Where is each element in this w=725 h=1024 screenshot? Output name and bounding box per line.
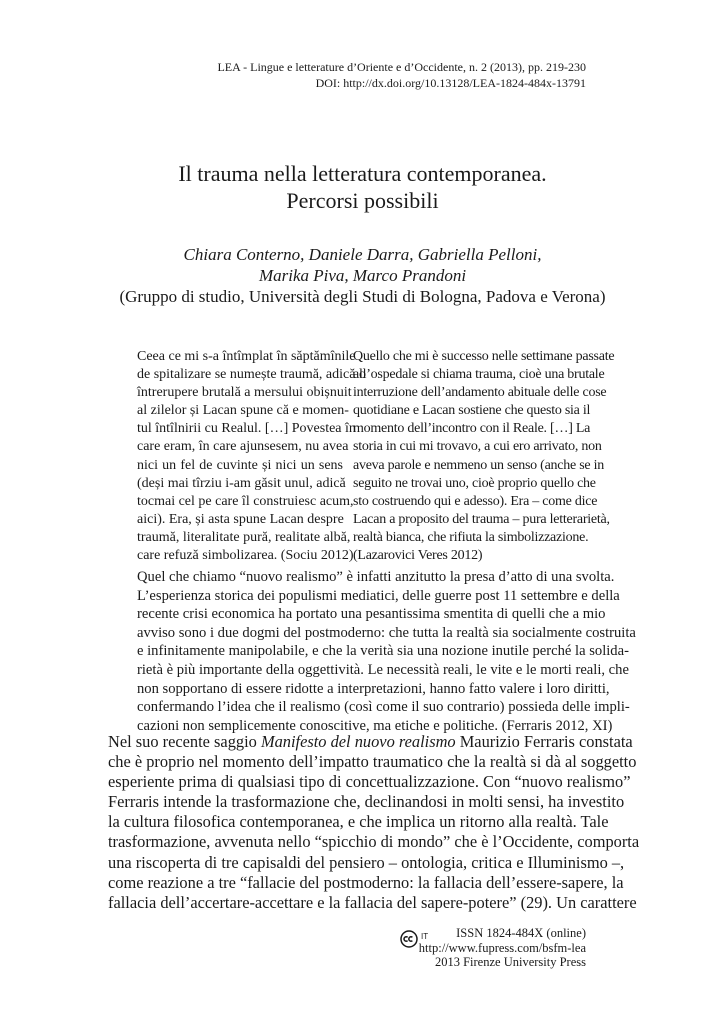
quote-line: confermando l’idea che il realismo (così come il suo contrario) possieda delle impli- xyxy=(137,699,630,716)
epigraph-line: realtà bianca, che rifiuta la simbolizzazione. xyxy=(353,529,589,545)
epigraph-line: Ceea ce mi s-a întîmplat în săptămînile xyxy=(137,349,356,364)
book-title: Manifesto del nuovo realismo xyxy=(260,732,456,751)
epigraph-line: care eram, în care ajunsesem, nu avea xyxy=(137,439,349,455)
epigraph-line: quotidiane e Lacan sostiene che questo sia il xyxy=(353,403,591,419)
issn: ISSN 1824-484X (online) xyxy=(456,926,586,940)
epigraph-line: (Lazarovici Veres 2012) xyxy=(353,548,483,564)
creative-commons-icon[interactable] xyxy=(400,930,418,948)
title-line-1: Il trauma nella letteratura contemporanea. xyxy=(178,161,547,186)
body-line: come reazione a tre “fallacie del postmoderno: la fallacia dell’essere-sapere, la xyxy=(108,872,624,892)
article-title xyxy=(0,160,725,214)
copyright: 2013 Firenze University Press xyxy=(434,955,586,969)
epigraph-line: nici un fel de cuvinte și nici un sens xyxy=(137,457,343,473)
body-line xyxy=(108,732,633,752)
body-line: la cultura filosofica contemporanea, e che implica un ritorno alla realtà. Tale xyxy=(108,812,609,832)
epigraph-line: interruzione dell’andamento abituale delle cose xyxy=(353,385,607,401)
journal-citation: LEA - Lingue e letterature d’Oriente e d’Occidente, n. 2 (2013), pp. 219-230 xyxy=(217,60,586,74)
epigraph-line: aici). Era, și asta spune Lacan despre xyxy=(137,511,344,527)
running-header xyxy=(217,59,586,91)
affiliation: (Gruppo di studio, Università degli Studi di Bologna, Padova e Verona) xyxy=(119,287,606,306)
quote-line: rietà è più importante della oggettività. Le necessità reali, le vite e le morti reali, che xyxy=(137,661,629,678)
author-block xyxy=(0,244,725,307)
epigraph-line: de spitalizare se numește traumă, adică o xyxy=(137,367,366,383)
authors-line-1: Chiara Conterno, Daniele Darra, Gabriella Pelloni, xyxy=(183,245,542,264)
body-text: Nel suo recente saggio xyxy=(108,732,261,751)
epigraph-line: (deși mai tîrziu i-am găsit unul, adică xyxy=(137,475,346,491)
doi-link[interactable]: DOI: http://dx.doi.org/10.13128/LEA-1824-484x-13791 xyxy=(315,76,586,90)
publisher-url[interactable]: http://www.fupress.com/bsfm-lea xyxy=(418,940,586,955)
epigraph-line: tul întîlnirii cu Realul. […] Povestea în xyxy=(137,421,356,437)
body-line: una riscoperta di tre capisaldi del pensiero – ontologia, critica e Illuminismo –, xyxy=(108,852,625,872)
epigraph-romanian xyxy=(137,348,366,565)
publisher-footer xyxy=(419,926,586,970)
body-line: esperiente prima di qualsiasi tipo di concettualizzazione. Con “nuovo realismo” xyxy=(108,772,631,792)
authors-line-2: Marika Piva, Marco Prandoni xyxy=(258,266,467,285)
quote-line: e infinitamente manipolabile, e che la verità sia una nozione inutile perché la solida- xyxy=(137,643,629,660)
quote-line: Quel che chiamo “nuovo realismo” è infatti anzitutto la presa d’atto di una svolta. xyxy=(137,569,615,585)
epigraph-italian xyxy=(353,348,615,565)
epigraph-line: momento dell’incontro con il Reale. […] La xyxy=(353,421,591,437)
epigraph-line: Quello che mi è successo nelle settimane passate xyxy=(353,349,615,364)
epigraph-line: care refuză simbolizarea. (Sociu 2012) xyxy=(137,548,354,564)
body-line: Ferraris intende la trasformazione che, declinandosi in molti sensi, ha investito xyxy=(108,792,625,812)
epigraph-line: Lacan a proposito del trauma – pura letterarietà, xyxy=(353,511,610,527)
quote-line: non sopportano di essere ridotte a interpretazioni, hanno fatto valere i loro diritti, xyxy=(137,680,610,697)
body-line: fallacia dell’accertare-accettare e la fallacia del sapere-potere” (29). Un carattere xyxy=(108,892,637,912)
body-line: che è proprio nel momento dell’impatto traumatico che la realtà si dà al soggetto xyxy=(108,752,637,772)
body-line: trasformazione, avvenuta nello “spicchio di mondo” che è l’Occidente, comporta xyxy=(108,832,640,852)
title-line-2: Percorsi possibili xyxy=(286,188,439,213)
quote-line: recente crisi economica ha portato una pesantissima smentita di quelli che a mio xyxy=(137,606,606,623)
epigraph-line: sto costruendo qui e adesso). Era – come dice xyxy=(353,493,598,509)
epigraph-line: aveva parole e nemmeno un senso (anche se in xyxy=(353,457,605,473)
quote-line: avviso sono i due dogmi del postmoderno: che tutta la realtà sia socialmente costruita xyxy=(137,624,636,641)
epigraph-line: storia in cui mi trovavo, a cui ero arrivato, non xyxy=(353,439,602,455)
epigraph-line: întrerupere brutală a mersului obișnuit xyxy=(137,385,352,401)
quote-line: cazioni non semplicemente conoscitive, ma etiche e politiche. (Ferraris 2012, XI) xyxy=(137,717,613,734)
epigraph-line: seguito ne trovai uno, cioè proprio quello che xyxy=(353,475,596,491)
quote-line: L’esperienza storica dei populismi mediatici, delle guerre post 11 settembre e della xyxy=(137,587,620,604)
body-text: Maurizio Ferraris constata xyxy=(455,732,633,751)
epigraph-line: all’ospedale si chiama trauma, cioè una brutale xyxy=(353,367,605,383)
body-paragraph xyxy=(108,732,640,913)
epigraph-line: traumă, literalitate pură, realitate albă, xyxy=(137,529,351,545)
block-quote xyxy=(137,568,636,735)
epigraph-line: al zilelor și Lacan spune că e momen- xyxy=(137,403,349,419)
epigraph-line: tocmai cel pe care îl construiesc acum, xyxy=(137,493,354,509)
license-language: IT xyxy=(421,932,429,941)
